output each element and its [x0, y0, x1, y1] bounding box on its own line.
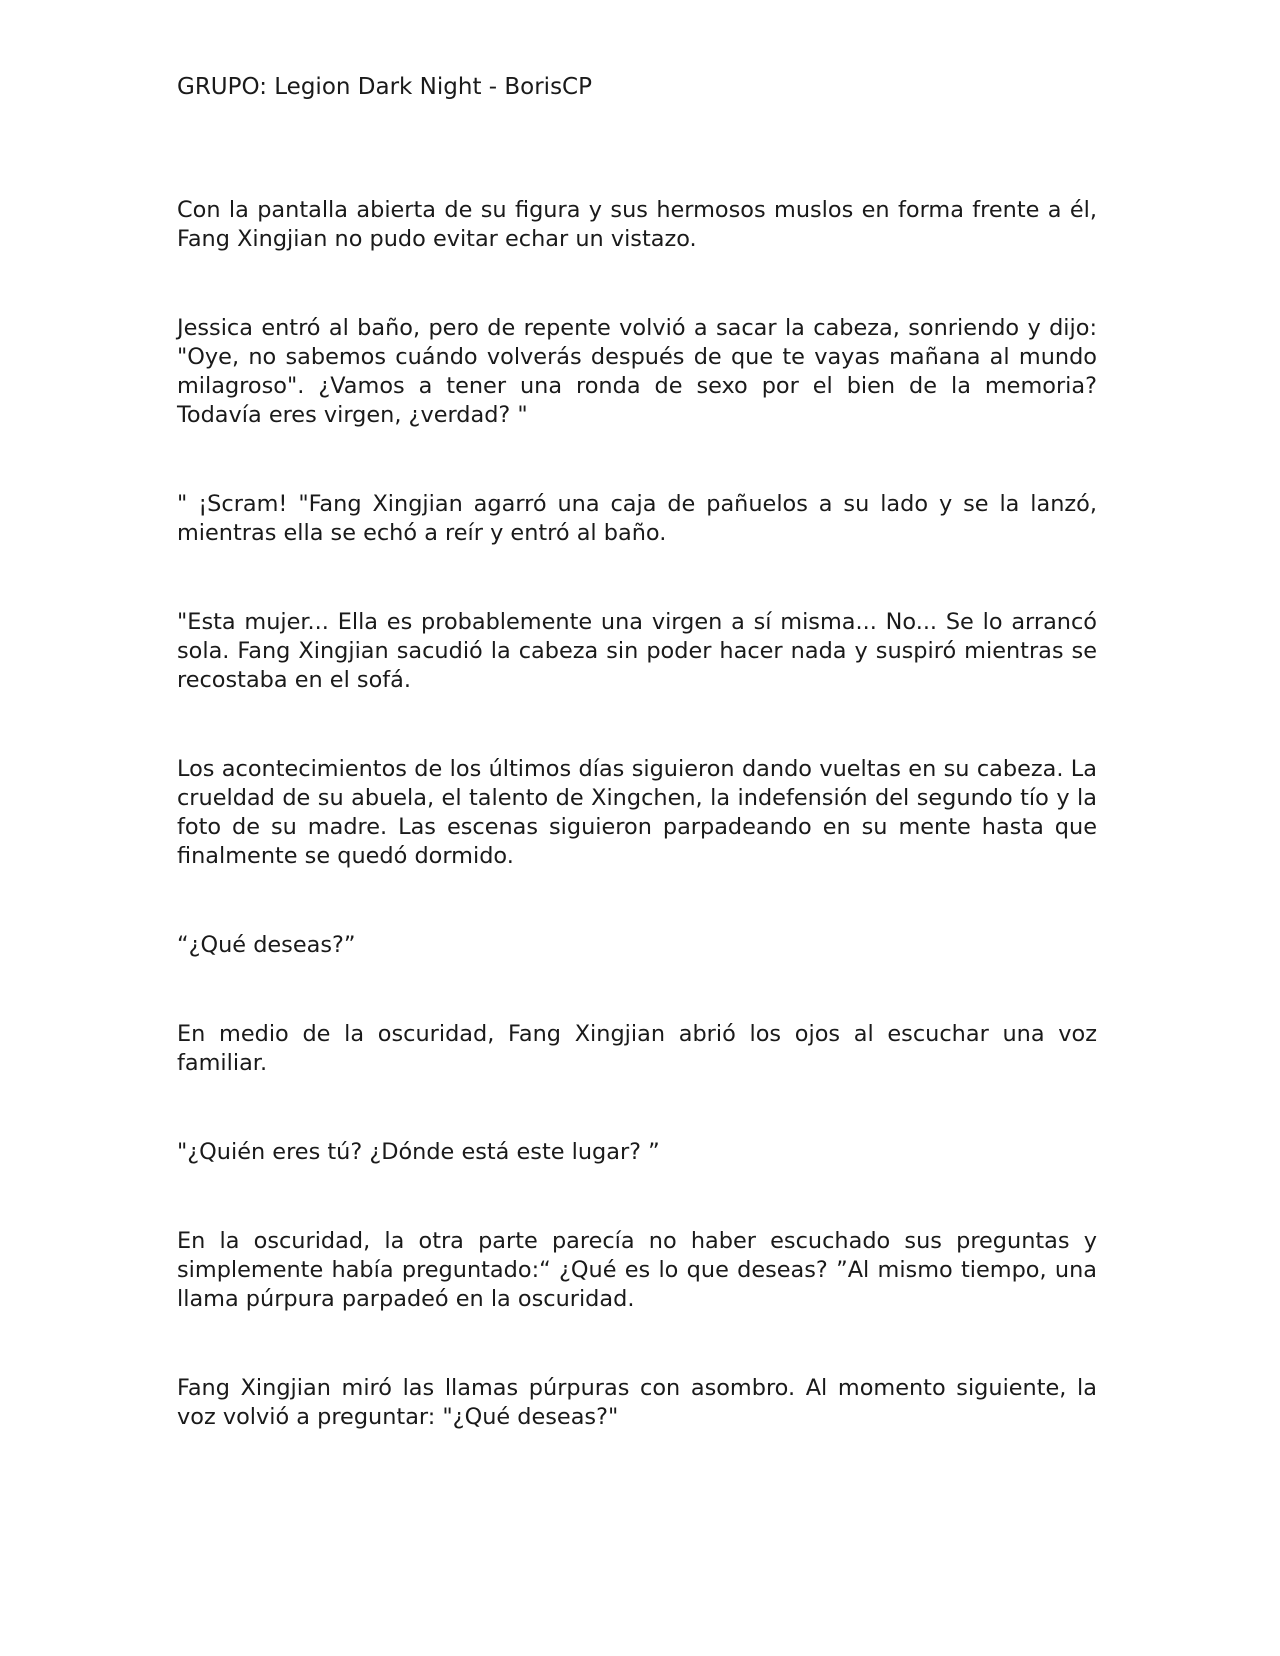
- paragraph: " ¡Scram! "Fang Xingjian agarró una caja de pañuelos a su lado y se la lanzó, mientras ella se echó a reír y entró al baño.: [177, 491, 1097, 546]
- paragraph: “¿Qué deseas?”: [177, 932, 356, 958]
- paragraph: Jessica entró al baño, pero de repente volvió a sacar la cabeza, sonriendo y dijo: "Oye, no sabemos cuándo volverás después de que te vayas mañana al mundo milagroso". ¿Vamos a tener una ronda de sexo por el bien de la memoria? Todavía eres virgen, ¿verdad? ": [177, 315, 1097, 428]
- group-header: GRUPO: Legion Dark Night - BorisCP: [177, 74, 592, 100]
- paragraph: En medio de la oscuridad, Fang Xingjian abrió los ojos al escuchar una voz familiar.: [177, 1021, 1097, 1076]
- paragraph: En la oscuridad, la otra parte parecía no haber escuchado sus preguntas y simplemente había preguntado:“ ¿Qué es lo que deseas? ”Al mismo tiempo, una llama púrpura parpadeó en la oscuridad.: [177, 1228, 1097, 1312]
- paragraph: Con la pantalla abierta de su figura y sus hermosos muslos en forma frente a él, Fang Xingjian no pudo evitar echar un vistazo.: [177, 197, 1097, 252]
- paragraph: "Esta mujer... Ella es probablemente una virgen a sí misma... No... Se lo arrancó sola. Fang Xingjian sacudió la cabeza sin poder hacer nada y suspiró mientras se recostaba en el sofá.: [177, 609, 1097, 693]
- document-body: [177, 196, 1097, 1432]
- paragraph: "¿Quién eres tú? ¿Dónde está este lugar? ”: [177, 1139, 660, 1165]
- paragraph: Los acontecimientos de los últimos días siguieron dando vueltas en su cabeza. La crueldad de su abuela, el talento de Xingchen, la indefensión del segundo tío y la foto de su madre. Las escenas siguieron parpadeando en su mente hasta que finalmente se quedó dormido.: [177, 756, 1097, 869]
- paragraph: Fang Xingjian miró las llamas púrpuras con asombro. Al momento siguiente, la voz volvió a preguntar: "¿Qué deseas?": [177, 1375, 1097, 1430]
